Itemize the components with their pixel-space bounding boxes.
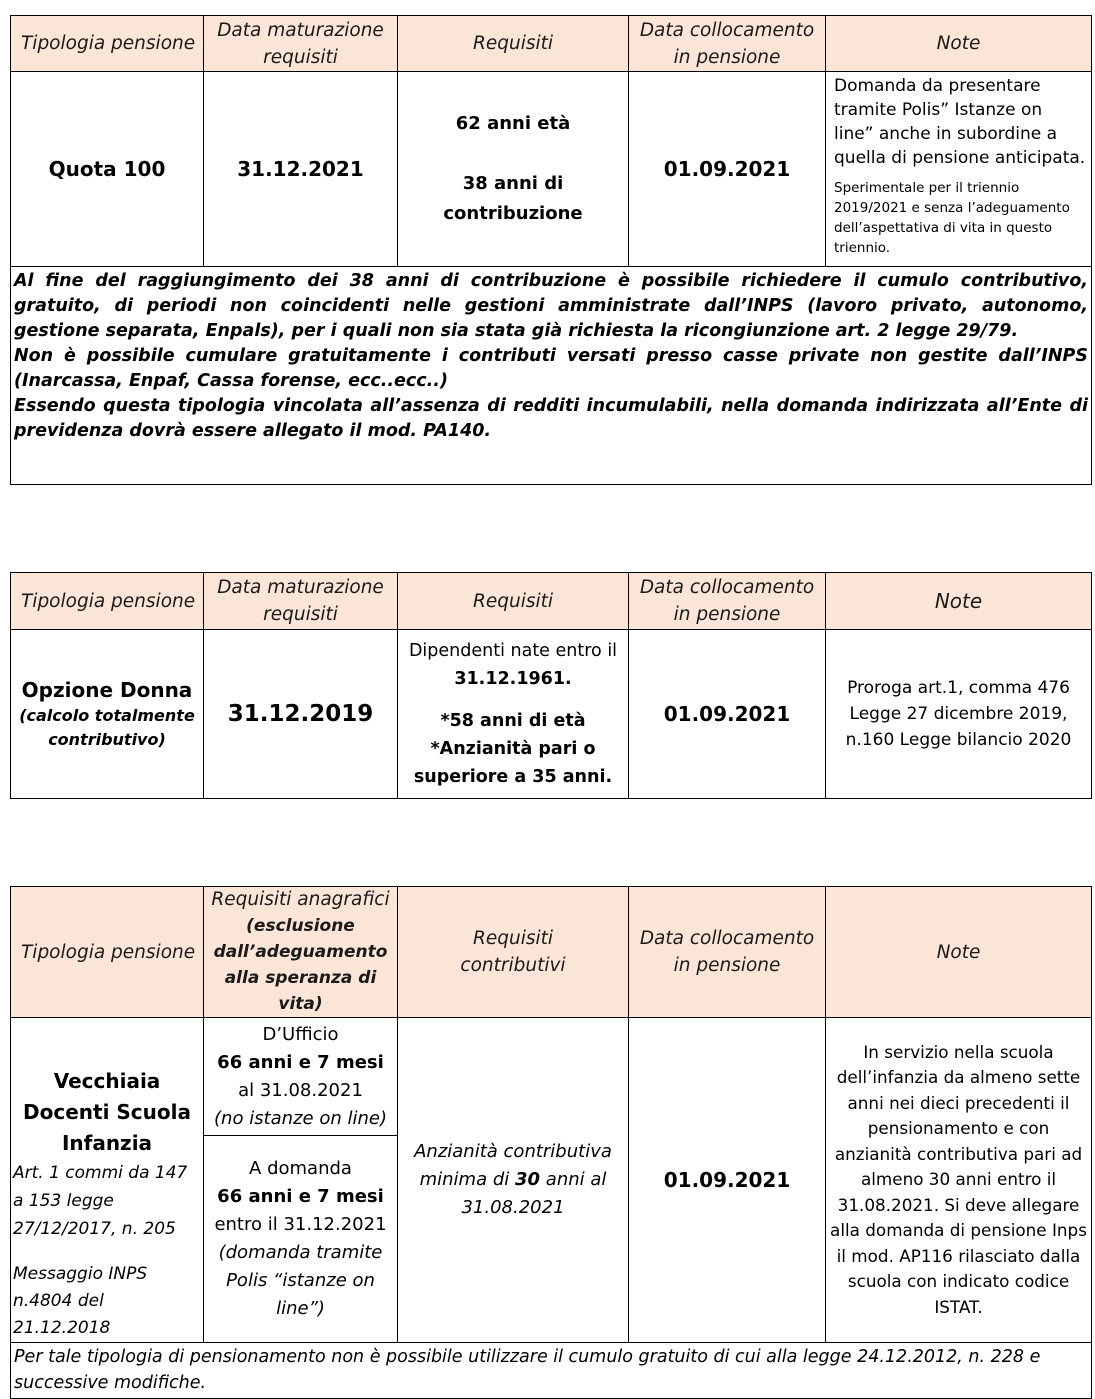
header-anagrafici-esclusione: (esclusione dall’adeguamento alla speranza di vita) (213, 916, 388, 1014)
paragraph-pa140: Essendo questa tipologia vincolata all’assenza di redditi incumulabili, nella domanda indirizzata all’Ente di previdenza dovrà essere allegato il mod. PA140. (14, 396, 1088, 441)
note-sperimentale: Sperimentale per il triennio 2019/2021 e senza l’adeguamento dell’aspettativa di vita in questo triennio. (834, 180, 1070, 256)
requisiti-anzianita: *Anzianità pari o superiore a 35 anni. (413, 739, 613, 787)
header-anagrafici-label: Requisiti anagrafici (211, 889, 390, 910)
header-data-collocamento: Data collocamento in pensione (629, 573, 826, 630)
header-row (11, 573, 1092, 630)
data-collocamento-cell: 01.09.2021 (629, 1018, 826, 1343)
paragraph-casse-private: Non è possibile cumulare gratuitamente i contributi versati presso casse private non gestite dall’INPS (Inarcassa, Enpaf, Cassa forense, ecc..ecc..) (14, 346, 1088, 391)
anagrafici-ufficio-label: D’Ufficio (262, 1023, 339, 1045)
contributivi-post: anni al 31.08.2021 (461, 1169, 607, 1218)
header-requisiti-contributivi: Requisiti contributivi (398, 887, 629, 1018)
data-collocamento-cell: 01.09.2021 (629, 72, 826, 267)
header-tipologia: Tipologia pensione (11, 887, 204, 1018)
header-requisiti-anagrafici (204, 887, 398, 1018)
tipologia-cell: Quota 100 (11, 72, 204, 267)
data-maturazione-cell: 31.12.2021 (204, 72, 398, 267)
anagrafici-ufficio-eta: 66 anni e 7 mesi (217, 1051, 384, 1073)
table-row (11, 72, 1092, 267)
note-cell: In servizio nella scuola dell’infanzia da almeno sette anni nei dieci precedenti il pensionamento e con anzianità contributiva pari ad almeno 30 anni entro il 31.08.2021. Si deve allegare alla domanda di pensione Inps il mod. AP116 rilasciato dalla scuola con indicato codice ISTAT. (826, 1018, 1092, 1343)
header-note: Note (826, 16, 1092, 72)
anagrafici-domanda-nota: (domanda tramite Polis “istanze on line”) (218, 1242, 383, 1320)
requisiti-eta: 62 anni età (455, 113, 571, 134)
note-cell (826, 72, 1092, 267)
header-note: Note (826, 887, 1092, 1018)
header-row (11, 887, 1092, 1018)
requisiti-contribuzione: 38 anni di contribuzione (443, 173, 583, 224)
data-collocamento-cell: 01.09.2021 (629, 630, 826, 799)
paragraph-cell (11, 267, 1092, 485)
anagrafici-domanda-data: entro il 31.12.2021 (214, 1214, 387, 1236)
note-domanda: Domanda da presentare tramite Polis” Istanze on line” anche in subordine a quella di pensione anticipata. (834, 76, 1086, 168)
table-row (11, 630, 1092, 799)
header-data-collocamento: Data collocamento in pensione (629, 887, 826, 1018)
header-requisiti: Requisiti (398, 16, 629, 72)
header-data-maturazione: Data maturazione requisiti (204, 16, 398, 72)
data-maturazione-cell: 31.12.2019 (204, 630, 398, 799)
header-tipologia: Tipologia pensione (11, 573, 204, 630)
table-quota-100 (10, 15, 1092, 485)
contributivi-pre: Anzianità contributiva minima di (414, 1141, 612, 1190)
anagrafici-domanda-cell (204, 1136, 398, 1343)
footer-cell: Per tale tipologia di pensionamento non è possibile utilizzare il cumulo gratuito di cui alla legge 24.12.2012, n. 228 e successive modifiche. (11, 1343, 1092, 1399)
tipologia-riferimento-legge: Art. 1 commi da 147 a 153 legge 27/12/2017, n. 205 (13, 1163, 188, 1239)
requisiti-data-nascita: 31.12.1961. (454, 669, 572, 689)
tipologia-messaggio-inps: Messaggio INPS n.4804 del 21.12.2018 (13, 1264, 148, 1338)
tipologia-name: Vecchiaia Docenti Scuola Infanzia (23, 1069, 191, 1155)
requisiti-contributivi-cell (398, 1018, 629, 1343)
table-row (11, 1018, 1092, 1136)
header-note: Note (826, 573, 1092, 630)
requisiti-eta: *58 anni di età (440, 711, 586, 731)
paragraph-row (11, 267, 1092, 485)
tipologia-cell (11, 1018, 204, 1343)
header-requisiti: Requisiti (398, 573, 629, 630)
table-vecchiaia-docenti (10, 886, 1092, 1399)
anagrafici-ufficio-cell (204, 1018, 398, 1136)
anagrafici-domanda-eta: 66 anni e 7 mesi (217, 1186, 384, 1208)
requisiti-cell (398, 72, 629, 267)
note-cell: Proroga art.1, comma 476 Legge 27 dicembre 2019, n.160 Legge bilancio 2020 (826, 630, 1092, 799)
requisiti-dipendenti: Dipendenti nate entro il (408, 641, 618, 661)
anagrafici-domanda-label: A domanda (249, 1158, 352, 1180)
table-opzione-donna (10, 572, 1092, 799)
anagrafici-ufficio-data: al 31.08.2021 (238, 1079, 363, 1101)
footer-row (11, 1343, 1092, 1399)
requisiti-cell (398, 630, 629, 799)
paragraph-cumulo: Al fine del raggiungimento dei 38 anni di contribuzione è possibile richiedere il cumulo contributivo, gratuito, di periodi non coincidenti nelle gestioni amministrate dall’INPS (lavoro privato, autonomo, gestione separata, Enpals), per i quali non sia stata già richiesta la ricongiunzione art. 2 legge 29/79. (14, 271, 1088, 341)
header-data-maturazione: Data maturazione requisiti (204, 573, 398, 630)
tipologia-cell (11, 630, 204, 799)
contributivi-anni: 30 (515, 1169, 541, 1190)
header-tipologia: Tipologia pensione (11, 16, 204, 72)
header-row (11, 16, 1092, 72)
tipologia-sub: (calcolo totalmente contributivo) (19, 706, 195, 749)
anagrafici-ufficio-nota: (no istanze on line) (214, 1107, 387, 1129)
header-data-collocamento: Data collocamento in pensione (629, 16, 826, 72)
tipologia-name: Opzione Donna (21, 678, 193, 702)
